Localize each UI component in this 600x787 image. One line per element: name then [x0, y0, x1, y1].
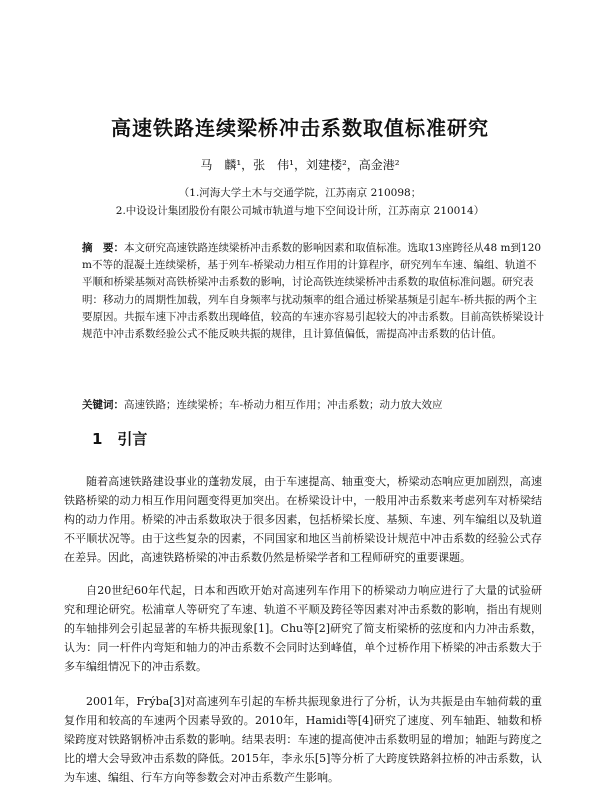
keywords-label: 关键词： [82, 399, 124, 411]
abstract [82, 240, 544, 343]
abstract-text: 本文研究高速铁路连续梁桥冲击系数的影响因素和取值标准。选取13座跨径从48 m到120 m不等的混凝土连续梁桥，基于列车-桥梁动力相互作用的计算程序，研究列车车速、编组、轨道不平顺和桥梁基频对高铁桥梁冲击系数的影响，讨论高铁连续梁桥冲击系数的取值标准问题。研究表明：移动力的周期性加载，列车自身频率与扰动频率的组合通过桥梁基频是引起车-桥共振的两个主要原因。共振车速下冲击系数出现峰值，较高的车速亦容易引起较大的冲击系数。目前高铁桥梁设计规范中冲击系数经验公式不能反映共振的规律，且计算值偏低，需提高冲击系数的估计值。 [82, 242, 544, 341]
body-paragraph-3: 2001年，Frýba[3]对高速列车引起的车桥共振现象进行了分析，认为共振是由车轴荷载的重复作用和较高的车速两个因素导致的。2010年，Hamidi等[4]研究了速度、列车轴距、轴数和桥梁跨度对铁路钢桥冲击系数的影响。结果表明：车速的提高使冲击系数明显的增加；轴距与跨度之比的增大会导致冲击系数的降低。2015年，李永乐[5]等分析了大跨度铁路斜拉桥的冲击系数，认为车速、编组、行车方向等参数会对冲击系数产生影响。 [64, 695, 542, 784]
abstract-label: 摘 要： [82, 242, 124, 254]
affiliation-2: 2.中设设计集团股份有限公司城市轨道与地下空间设计所，江苏南京 210014） [115, 205, 485, 217]
section-heading-introduction: 1 引言 [92, 430, 148, 448]
affiliation-1: （1.河海大学土木与交通学院，江苏南京 210098； [178, 187, 422, 199]
keywords-text: 高速铁路；连续梁桥；车-桥动力相互作用；冲击系数；动力放大效应 [124, 399, 443, 411]
author-list: 马 麟¹，张 伟¹，刘建楼²，高金港² [200, 158, 400, 172]
paper-title: 高速铁路连续梁桥冲击系数取值标准研究 [111, 116, 489, 140]
keywords [82, 397, 544, 412]
body-paragraph-1: 随着高速铁路建设事业的蓬勃发展，由于车速提高、轴重变大，桥梁动态响应更加剧烈，高速铁路桥梁的动力相互作用问题变得更加突出。在桥梁设计中，一般用冲击系数来考虑列车对桥梁结构的动力作用。桥梁的冲击系数取决于很多因素，包括桥梁长度、基频、车速、列车编组以及轨道不平顺状况等。由于这些复杂的因素，不同国家和地区当前桥梁设计规范中冲击系数的经验公式存在差异。因此，高速铁路桥梁的冲击系数仍然是桥梁学者和工程师研究的重要课题。 [64, 475, 542, 564]
body-paragraph-2: 自20世纪60年代起，日本和西欧开始对高速列车作用下的桥梁动力响应进行了大量的试验研究和理论研究。松浦章人等研究了车速、轨道不平顺及跨径等因素对冲击系数的影响，指出有规则的车轴排列会引起显著的车桥共振现象[1]。Chu等[2]研究了简支桁梁桥的弦度和内力冲击系数，认为：同一杆件内弯矩和轴力的冲击系数不会同时达到峰值，单个过桥作用下桥梁的冲击系数大于多车编组情况下的冲击系数。 [64, 584, 542, 673]
